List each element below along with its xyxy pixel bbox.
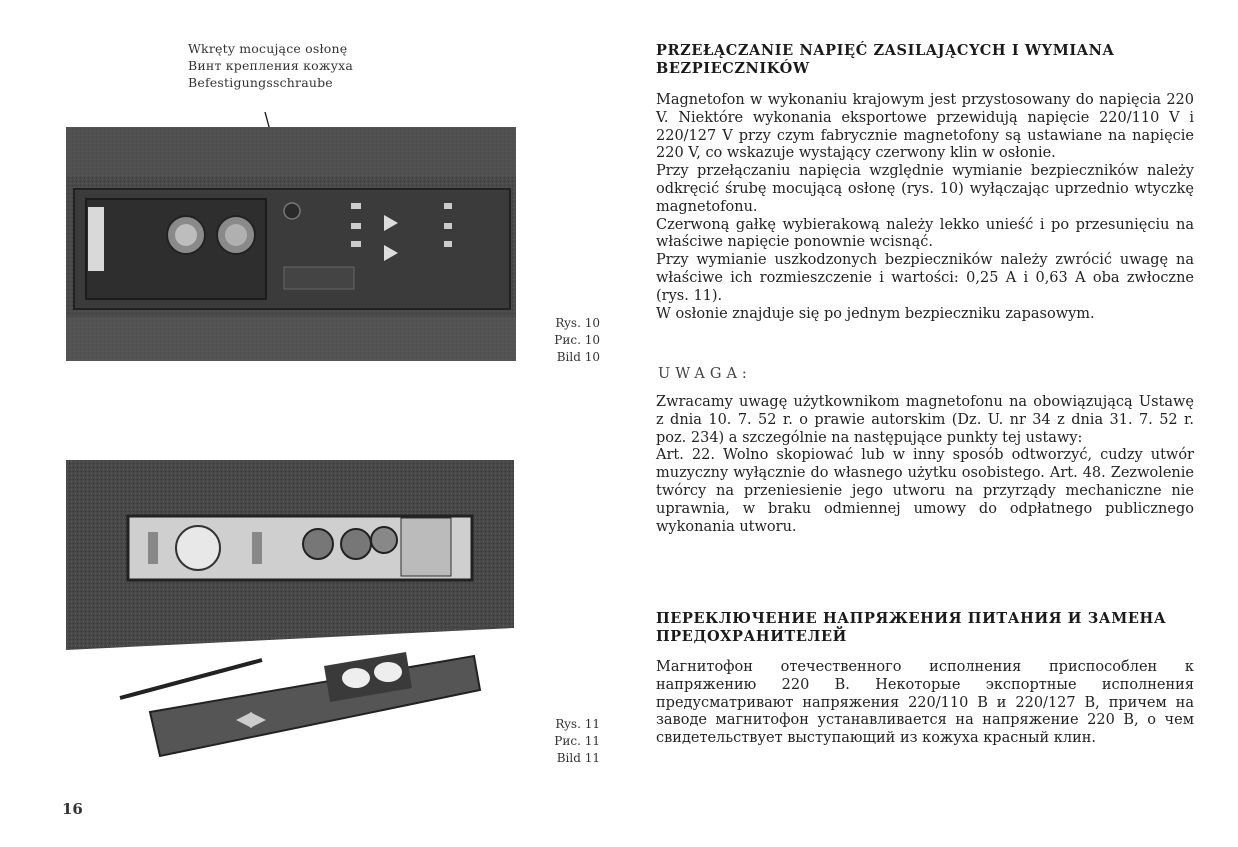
caption-line: Bild 10 [556,350,600,364]
section-russian-body [656,659,1194,748]
paragraph: Przy przełączaniu napięcia względnie wymianie bezpieczników należy odkręcić śrubę mocującą osłonę (rys. 10) wyłączając uprzednio wtyczkę magnetofonu. [656,163,1194,215]
paragraph: Przy wymianie uszkodzonych bezpieczników należy zwrócić uwagę na właściwe ich rozmieszczenie i wartości: 0,25 A i 0,63 A oba zwłoczne (rys. 11). [656,252,1194,304]
figure-10-photo [66,127,516,361]
caption-line: Rys. 10 [555,316,600,330]
figure-10-caption [536,315,600,366]
screw-callout [188,40,353,91]
caption-line: Рис. 10 [554,333,600,347]
caption-line: Rys. 11 [555,717,600,731]
paragraph: Art. 22. Wolno skopiować lub w inny sposób odtworzyć, cudzy utwór muzyczny wyłącznie do własnego użytku osobistego. Art. 48. Zezwolenie twórcy na przeniesienie jego utworu na przyrządy mechaniczne nie uprawnia, w braku odmiennej umowy do odpłatnego publicznego wykonania utworu. [656,447,1194,535]
caption-line: Bild 11 [556,751,600,765]
callout-line-ru: Винт крепления кожуха [188,58,354,73]
figure-11-photo [66,460,514,768]
paragraph: Magnetofon w wykonaniu krajowym jest przystosowany do napięcia 220 V. Niektóre wykonania eksportowe przewidują napięcie 220/110 V i 220/127 V przy czym fabrycznie magnetofony są ustawiane na napięcie 220 V, co wskazuje wystający czerwony klin w osłonie. [656,92,1194,162]
uwaga-label: UWAGA: [658,366,752,382]
section-polish-body [656,92,1194,323]
paragraph: Zwracamy uwagę użytkownikom magnetofonu na obowiązującą Ustawę z dnia 10. 7. 52 r. o prawie autorskim (Dz. U. nr 34 z dnia 31. 7. 52 r. poz. 234) a szczególnie na następujące punkty tej ustawy: [656,394,1194,446]
heading-russian: ПЕРЕКЛЮЧЕНИЕ НАПРЯЖЕНИЯ ПИТАНИЯ И ЗАМЕНА ПРЕДОХРАНИТЕЛЕЙ [656,610,1167,645]
heading-polish: PRZEŁĄCZANIE NAPIĘĆ ZASILAJĄCYCH I WYMIANA BEZPIECZNIKÓW [656,42,1115,77]
uwaga-body [656,394,1194,536]
callout-line-pl: Wkręty mocujące osłonę [188,41,348,56]
callout-line-de: Befestigungsschraube [188,75,333,90]
caption-line: Рис. 11 [554,734,600,748]
figure-11-caption [536,716,600,767]
paragraph: Магнитофон отечественного исполнения приспособлен к напряжению 220 В. Некоторые экспортные исполнения предусматривают напряжения 220/110 В и 220/127 В, причем на заводе магнитофон устанавливается на напряжение 220 В, о чем свидетельствует выступающий из кожуха красный клин. [656,659,1194,747]
paragraph: Czerwoną gałkę wybierakową należy lekko unieść i po przesunięciu na właściwe napięcie ponownie wcisnąć. [656,216,1194,251]
page-number: 16 [62,800,83,818]
paragraph: W osłonie znajduje się po jednym bezpieczniku zapasowym. [656,305,1095,322]
